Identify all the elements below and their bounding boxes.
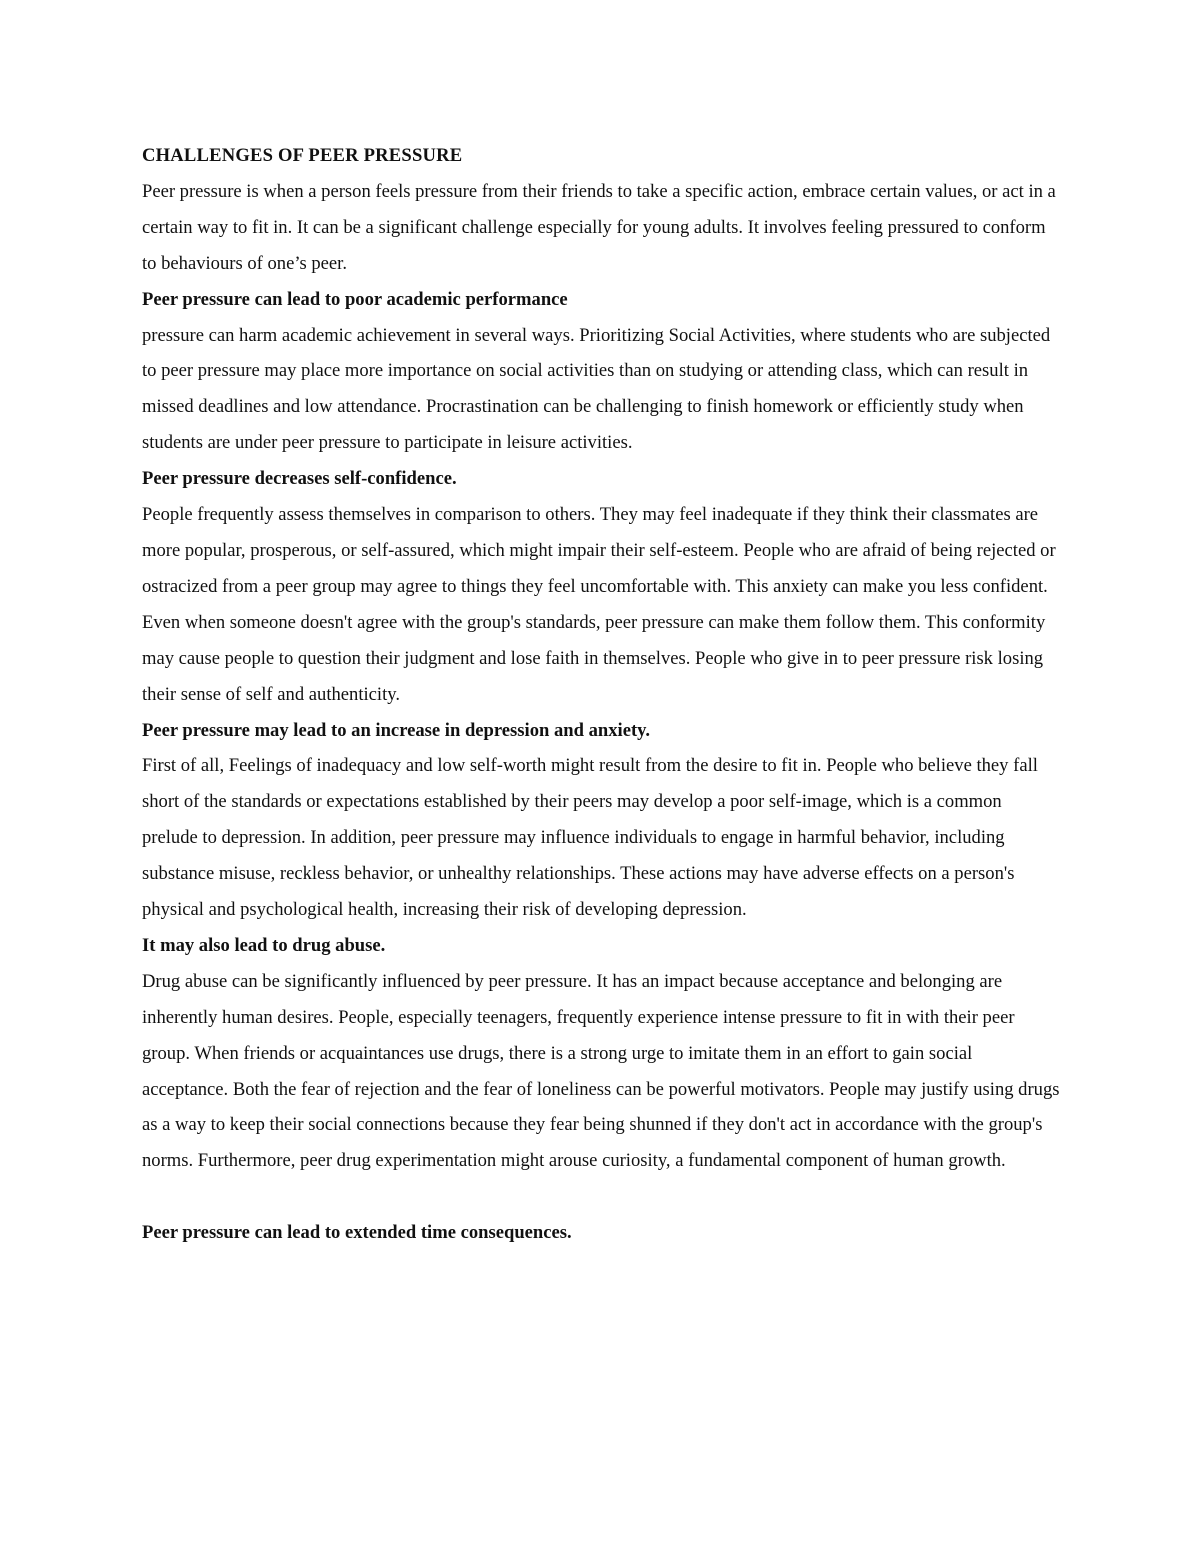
section-body-depression: First of all, Feelings of inadequacy and low self-worth might result from the desire to fit in. People who believe they fall short of the standards or expectations established by their peers may develop a poor self-image, which is a common prelude to depression. In addition, peer pressure may influence individuals to engage in harmful behavior, including substance misuse, reckless behavior, or unhealthy relationships. These actions may have adverse effects on a person's physical and psychological health, increasing their risk of developing depression. bbox=[142, 755, 1038, 921]
section-heading-self-confidence: Peer pressure decreases self-confidence. bbox=[142, 468, 457, 490]
section-body-drug-abuse: Drug abuse can be significantly influenced by peer pressure. It has an impact because acceptance and belonging are inherently human desires. People, especially teenagers, frequently experience intense pressure to fit in with their peer group. When friends or acquaintances use drugs, there is a strong urge to imitate them in an effort to gain social acceptance. Both the fear of rejection and the fear of loneliness can be powerful motivators. People may justify using drugs as a way to keep their social connections because they fear being shunned if they don't act in accordance with the group's norms. Furthermore, peer drug experimentation might arouse curiosity, a fundamental component of human growth. bbox=[142, 970, 1060, 1172]
section-body-self-confidence: People frequently assess themselves in comparison to others. They may feel inadequate if they think their classmates are more popular, prosperous, or self-assured, which might impair their self-esteem. People who are afraid of being rejected or ostracized from a peer group may agree to things they feel uncomfortable with. This anxiety can make you less confident. Even when someone doesn't agree with the group's standards, peer pressure can make them follow them. This conformity may cause people to question their judgment and lose faith in themselves. People who give in to peer pressure risk losing their sense of self and authenticity. bbox=[142, 504, 1056, 705]
document-title: CHALLENGES OF PEER PRESSURE bbox=[142, 145, 463, 166]
section-heading-academic: Peer pressure can lead to poor academic performance bbox=[142, 288, 568, 310]
blank-line bbox=[142, 1179, 1062, 1215]
section-heading-depression: Peer pressure may lead to an increase in depression and anxiety. bbox=[142, 719, 651, 741]
document-body bbox=[142, 138, 1062, 1251]
section-body-academic: pressure can harm academic achievement in several ways. Prioritizing Social Activities, where students who are subjected to peer pressure may place more importance on social activities than on studying or attending class, which can result in missed deadlines and low attendance. Procrastination can be challenging to finish homework or efficiently study when students are under peer pressure to participate in leisure activities. bbox=[142, 324, 1051, 454]
intro-paragraph: Peer pressure is when a person feels pressure from their friends to take a specific action, embrace certain values, or act in a certain way to fit in. It can be a significant challenge especially for young adults. It involves feeling pressured to conform to behaviours of one’s peer. bbox=[142, 180, 1056, 274]
section-heading-drug-abuse: It may also lead to drug abuse. bbox=[142, 934, 386, 956]
section-heading-extended-consequences: Peer pressure can lead to extended time consequences. bbox=[142, 1222, 572, 1244]
